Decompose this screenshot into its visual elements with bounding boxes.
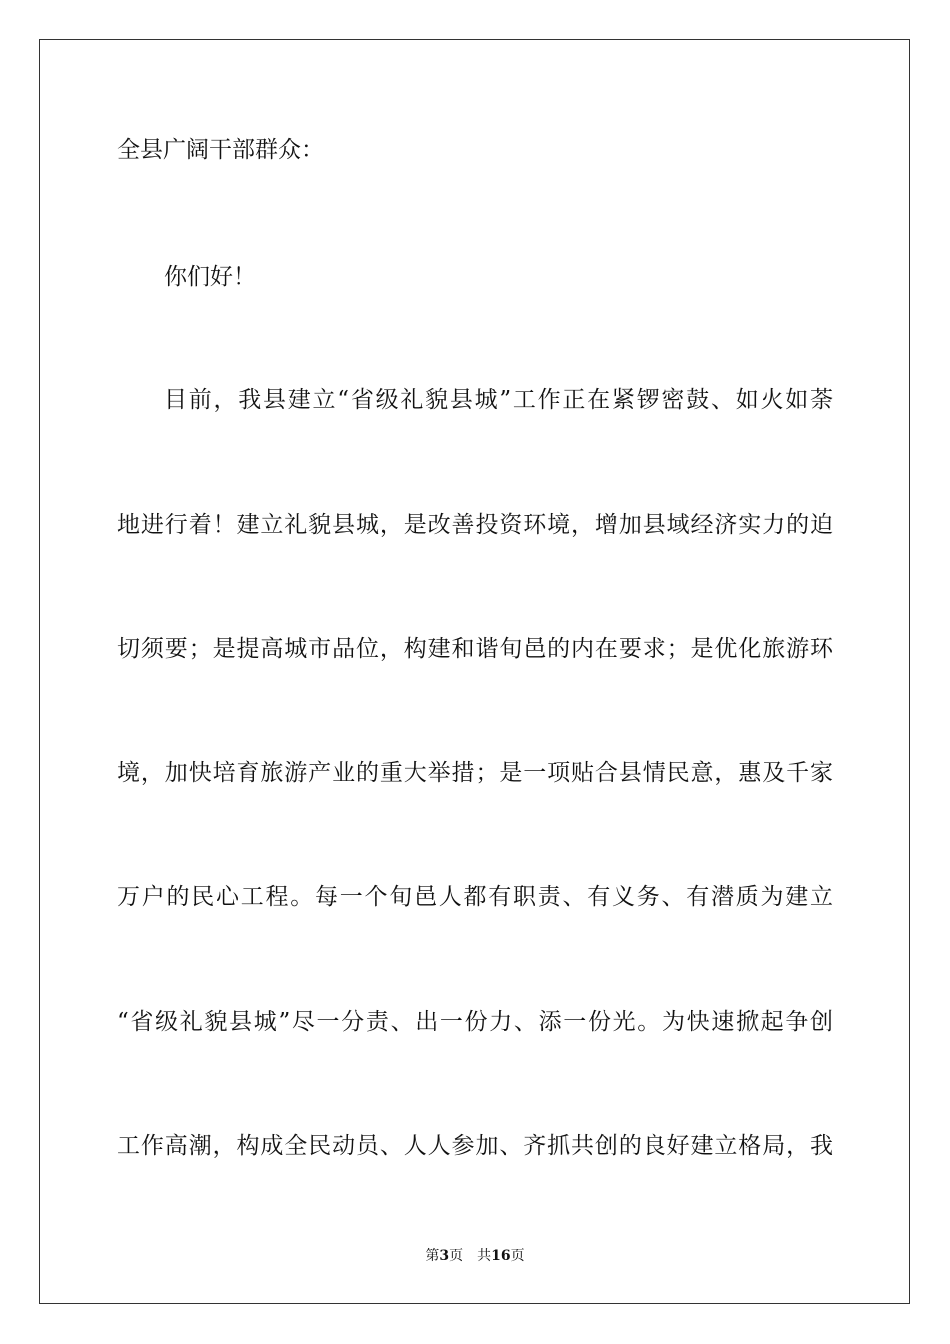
body-line-2: 地进行着！建立礼貌县城，是改善投资环境，增加县域经济实力的迫 — [117, 512, 833, 538]
page-border — [39, 39, 910, 1304]
total-pages: 16 — [491, 1248, 511, 1264]
page-number: 3 — [439, 1248, 450, 1264]
salutation-line: 你们好！ — [164, 264, 256, 290]
body-line-6: “省级礼貌县城”尽一分责、出一份力、添一份光。为快速掀起争创 — [117, 1009, 833, 1035]
page-prefix: 第 — [425, 1248, 440, 1264]
page-footer — [0, 1247, 950, 1265]
body-line-5: 万户的民心工程。每一个旬邑人都有职责、有义务、有潜质为建立 — [117, 884, 833, 910]
greeting-line: 全县广阔干部群众： — [117, 137, 324, 163]
body-line-3: 切须要；是提高城市品位，构建和谐旬邑的内在要求；是优化旅游环 — [117, 636, 833, 662]
page-suffix: 页 — [449, 1248, 464, 1264]
body-line-7: 工作高潮，构成全民动员、人人参加、齐抓共创的良好建立格局，我 — [117, 1133, 833, 1159]
total-prefix: 共 — [477, 1248, 492, 1264]
total-suffix: 页 — [510, 1248, 525, 1264]
body-line-4: 境，加快培育旅游产业的重大举措；是一项贴合县情民意，惠及千家 — [117, 760, 833, 786]
body-line-1: 目前，我县建立“省级礼貌县城”工作正在紧锣密鼓、如火如荼 — [164, 387, 833, 413]
